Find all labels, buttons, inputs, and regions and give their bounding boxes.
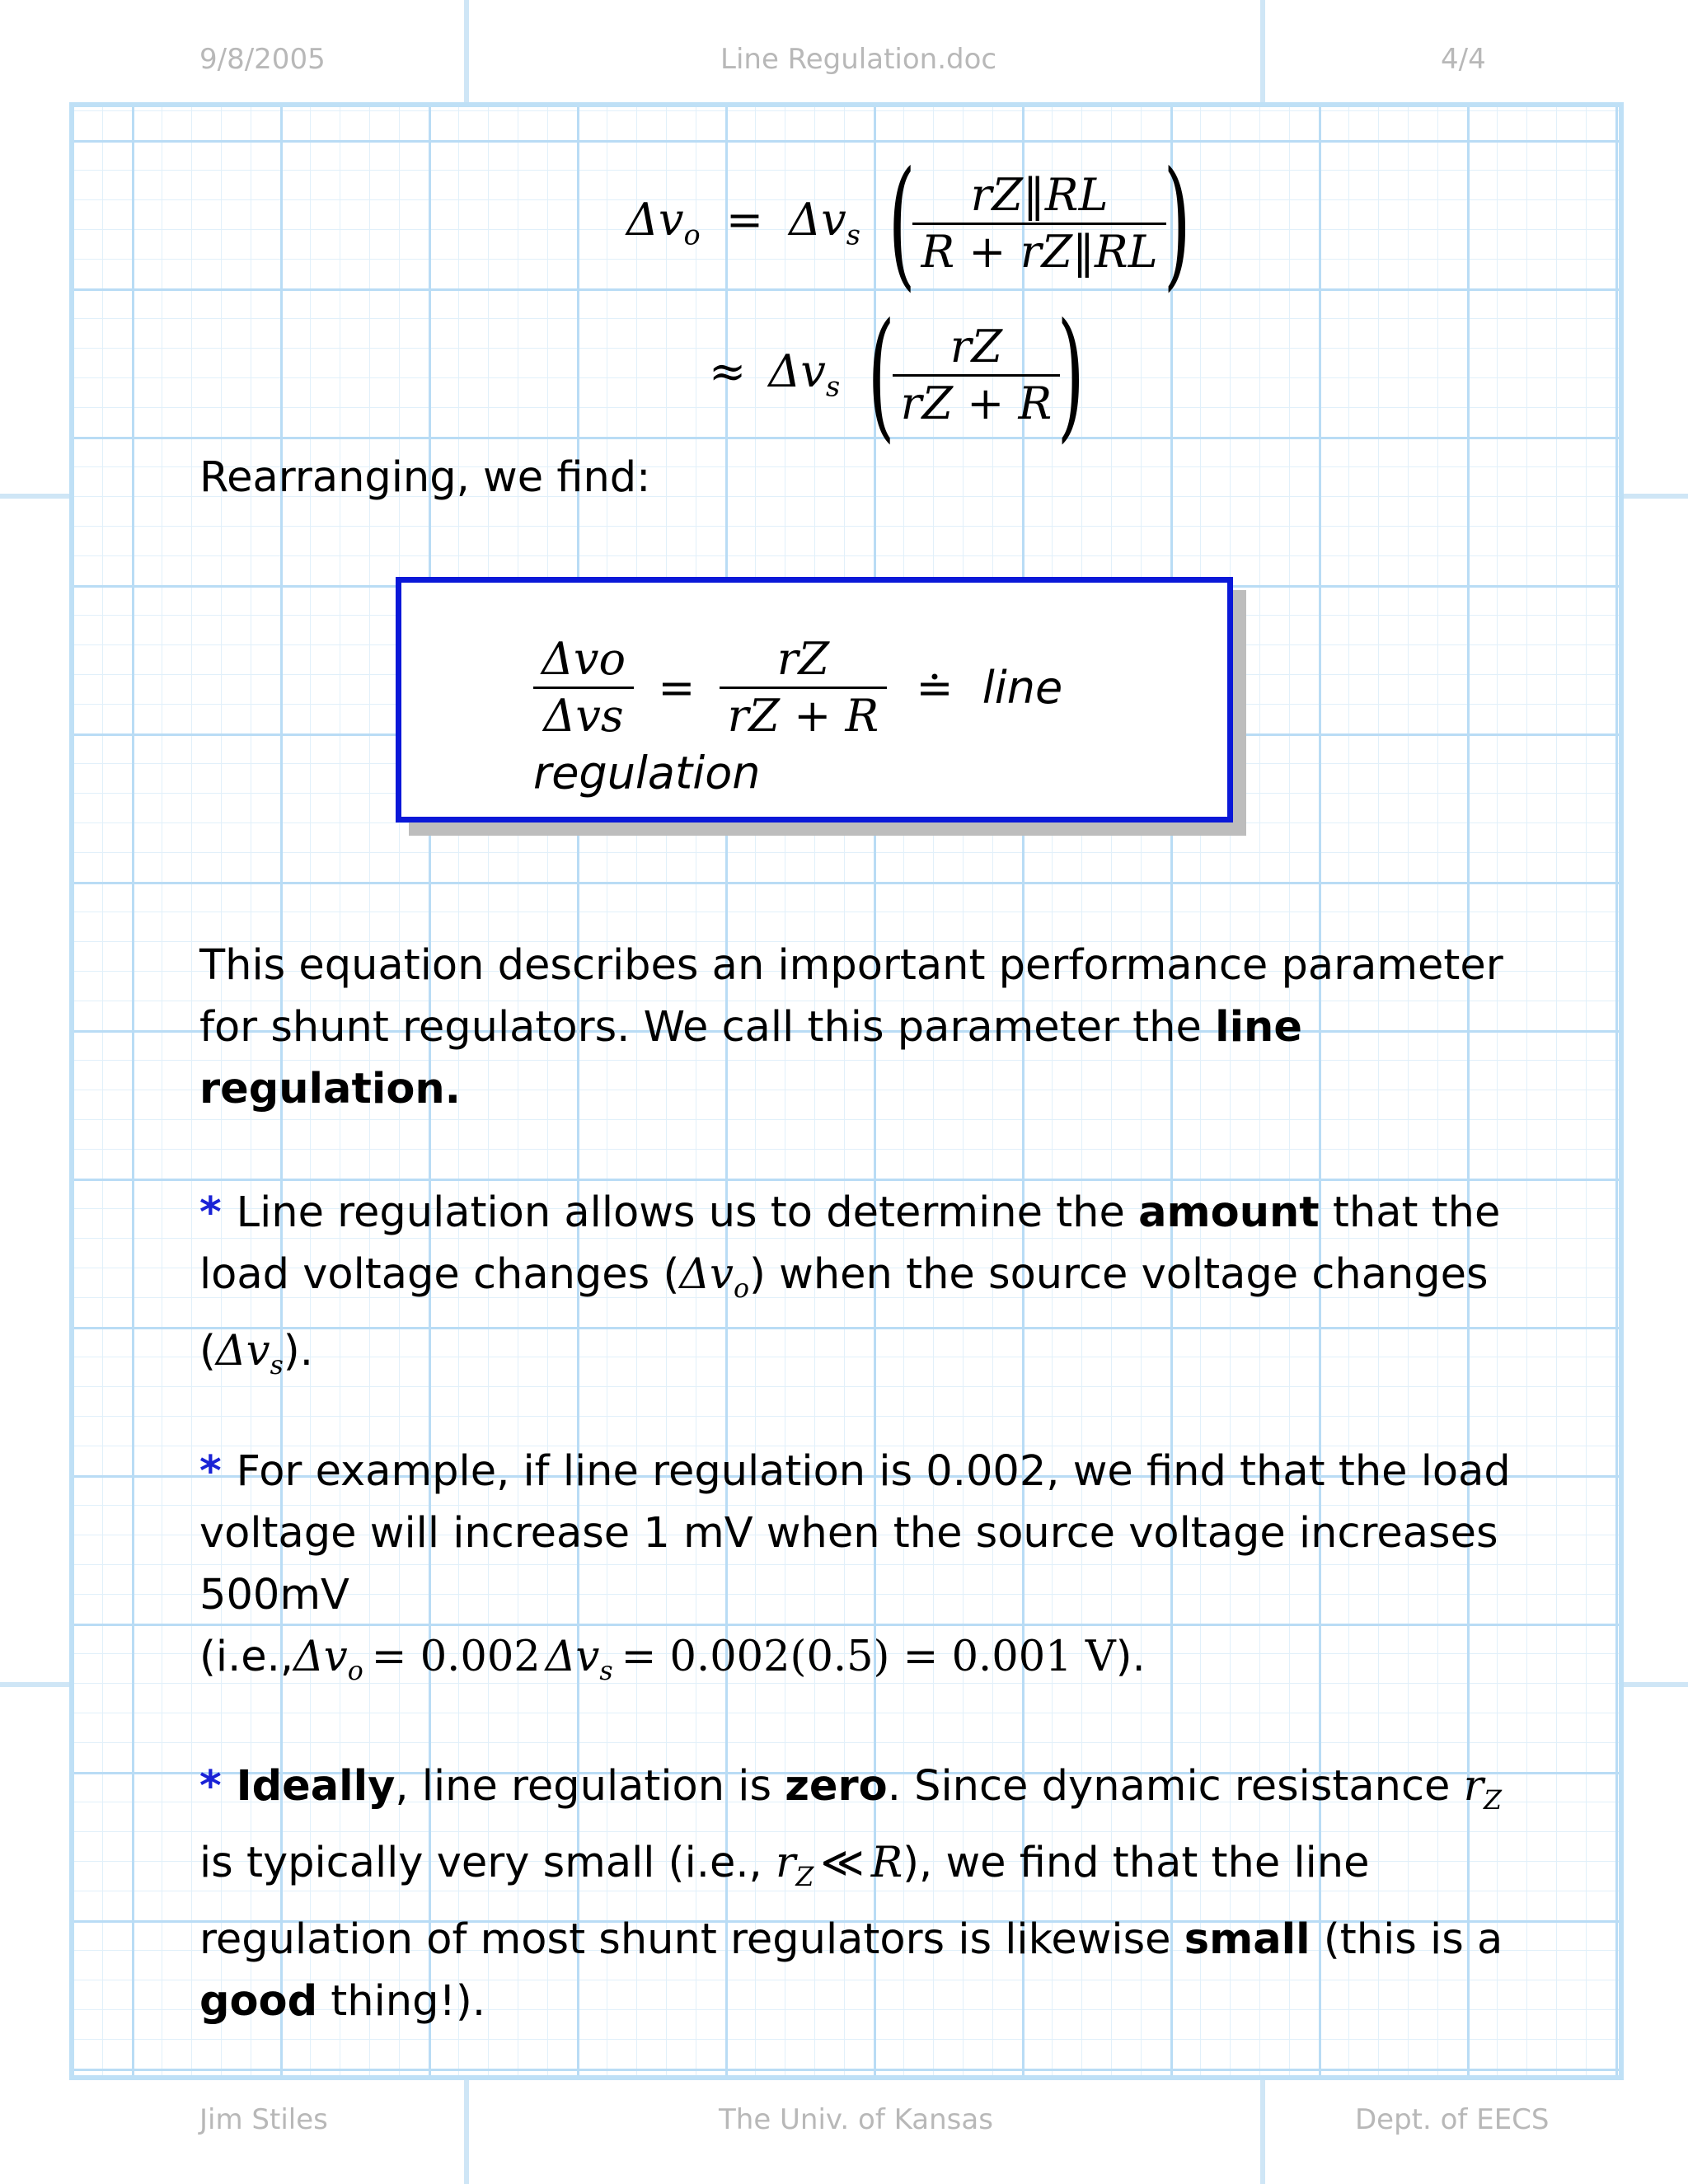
header-page-number: 4/4 bbox=[1441, 43, 1486, 76]
boxed-right-denominator: rZ + R bbox=[727, 690, 879, 742]
footer-university: The Univ. of Kansas bbox=[719, 2103, 993, 2136]
boxed-equals: = bbox=[658, 662, 696, 714]
bullet3-text-j: thing!). bbox=[317, 1977, 486, 2027]
bullet1-bold: amount bbox=[1138, 1188, 1320, 1237]
bullet1-text-c: that the load voltage changes ( bbox=[199, 1188, 1501, 1299]
bullet-ideally bbox=[199, 1755, 1518, 2032]
paragraph-line-regulation-intro bbox=[199, 935, 1518, 1120]
bullet-star: * bbox=[199, 1762, 222, 1811]
bullet3-rz-ll-r: $r_Z$ ≪ R bbox=[775, 1839, 903, 1893]
para1-text: This equation describes an important performance parameter for shunt regulators. We call this parameter the bbox=[199, 941, 1503, 1052]
boxed-label: line regulation bbox=[533, 662, 1063, 799]
bullet3-bold-zero: zero bbox=[785, 1762, 888, 1811]
bullet3-bold-good: good bbox=[199, 1977, 318, 2027]
bullet1-dvs: $\Delta v_s$ bbox=[215, 1327, 284, 1381]
frame-line-horizontal-right-top bbox=[1624, 494, 1688, 499]
footer-department: Dept. of EECS bbox=[1355, 2103, 1550, 2136]
bullet3-bold-small: small bbox=[1184, 1915, 1311, 1965]
eq2-numerator: rZ bbox=[893, 320, 1061, 377]
frame-line-vertical-right bbox=[1260, 0, 1265, 102]
header-filename: Line Regulation.doc bbox=[720, 43, 997, 76]
left-paren: ( bbox=[867, 293, 896, 457]
bullet3-text-f: ), we find that the line regulation of most shunt regulators is likewise bbox=[199, 1839, 1370, 1965]
left-paren: ( bbox=[888, 142, 916, 305]
eq1-rhs-dvs: $\Delta v_s$ bbox=[789, 194, 860, 251]
eq2-dvs: $\Delta v_s$ bbox=[768, 345, 841, 403]
boxed-left-denominator: Δvs bbox=[543, 690, 624, 742]
bullet-star: * bbox=[199, 1188, 222, 1237]
bullet2-text-c: = 0.002 bbox=[371, 1633, 541, 1681]
eq2-denominator: rZ + R bbox=[900, 377, 1053, 429]
bullet3-text-h: (this is a bbox=[1310, 1915, 1503, 1965]
boxed-right-numerator: rZ bbox=[720, 632, 888, 689]
bullet2-dvo: $\Delta v_o$ bbox=[293, 1633, 363, 1687]
bullet3-bold-ideally: Ideally bbox=[236, 1762, 396, 1811]
bullet2-text-a: For example, if line regulation is 0.002, we find that the load voltage will increase 1 mV when the source voltage increases 500mV bbox=[199, 1447, 1511, 1619]
bullet1-dvo: $\Delta v_o$ bbox=[679, 1250, 750, 1305]
bullet-star: * bbox=[199, 1447, 222, 1496]
bullet2-text-b: (i.e., bbox=[199, 1633, 294, 1681]
header-date: 9/8/2005 bbox=[199, 43, 326, 76]
bullet3-text-b: , line regulation is bbox=[395, 1762, 785, 1811]
frame-line-horizontal-left-bottom bbox=[0, 1682, 69, 1687]
bullet2-dvs: $\Delta v_s$ bbox=[545, 1633, 613, 1687]
eq1-equals: = bbox=[725, 194, 764, 246]
boxed-fraction-left bbox=[533, 632, 634, 743]
frame-line-horizontal-left-top bbox=[0, 494, 69, 499]
equation-output-voltage bbox=[626, 142, 1204, 305]
bullet3-text-e: is typically very small (i.e., bbox=[199, 1839, 776, 1888]
eq2-fraction bbox=[893, 320, 1061, 431]
eq1-numerator: rZ‖RL bbox=[912, 168, 1165, 225]
line-regulation-equation-box bbox=[396, 577, 1233, 823]
equation-approximation bbox=[709, 293, 1099, 457]
footer-author: Jim Stiles bbox=[199, 2103, 328, 2136]
frame-line-vertical-left-bottom bbox=[464, 2080, 469, 2184]
bullet3-rz: $r_Z$ bbox=[1463, 1762, 1502, 1816]
boxed-fraction-right bbox=[720, 632, 888, 743]
right-paren: ) bbox=[1163, 142, 1191, 305]
rearranging-text: Rearranging, we find: bbox=[199, 453, 651, 502]
para1-bold-term: line regulation. bbox=[199, 1003, 1302, 1113]
bullet2-text-e: ). bbox=[1115, 1633, 1146, 1681]
bullet-example bbox=[199, 1441, 1518, 1703]
boxed-def-sign: ≐ bbox=[916, 662, 954, 714]
boxed-left-numerator: Δvo bbox=[533, 632, 634, 689]
bullet3-text-d: . Since dynamic resistance bbox=[887, 1762, 1464, 1811]
frame-line-horizontal-right-bottom bbox=[1624, 1682, 1688, 1687]
eq1-lhs: $\Delta v_o$ bbox=[626, 194, 701, 251]
eq1-fraction bbox=[912, 168, 1165, 279]
eq2-approx-sign: ≈ bbox=[709, 345, 747, 397]
frame-line-vertical-left bbox=[464, 0, 469, 102]
eq1-denominator: R + rZ‖RL bbox=[921, 225, 1158, 278]
bullet1-text-a: Line regulation allows us to determine the bbox=[236, 1188, 1139, 1237]
bullet1-text-e: ). bbox=[283, 1327, 313, 1376]
right-paren: ) bbox=[1057, 293, 1085, 457]
bullet1-text-d: ) when the source voltage changes ( bbox=[199, 1250, 1489, 1376]
bullet-amount bbox=[199, 1182, 1518, 1397]
boxed-equation bbox=[533, 632, 1227, 799]
bullet2-text-d: = 0.002(0.5) = 0.001 V bbox=[621, 1633, 1116, 1681]
frame-line-vertical-right-bottom bbox=[1260, 2080, 1265, 2184]
